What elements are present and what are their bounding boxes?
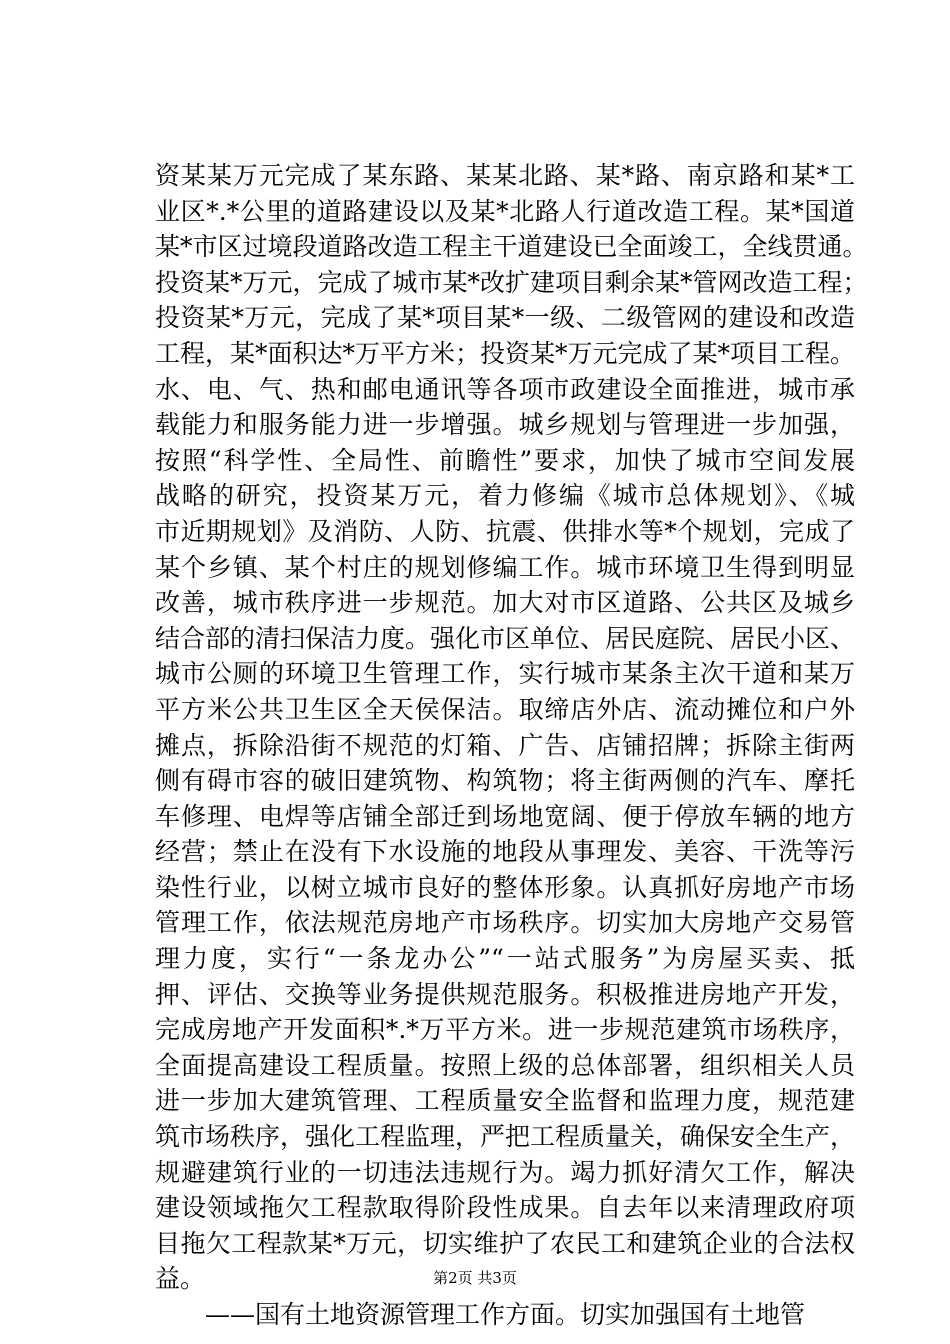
text-line: 全面提高建设工程质量。按照上级的总体部署，组织相关人员: [155, 1050, 855, 1080]
text-line: 筑市场秩序，强化工程监理，严把工程质量关，确保安全生产，: [155, 1122, 856, 1152]
text-line: 载能力和服务能力进一步增强。城乡规划与管理进一步加强，: [155, 410, 855, 440]
text-line: 资某某万元完成了某东路、某某北路、某*路、南京路和某*工: [155, 161, 855, 190]
text-line: 押、评估、交换等业务提供规范服务。积极推进房地产开发，: [155, 979, 855, 1009]
text-line: 侧有碍市容的破旧建筑物、构筑物；将主街两侧的汽车、摩托: [155, 766, 855, 796]
text-line: 某*市区过境段道路改造工程主干道建设已全面竣工，全线贯通。: [155, 232, 868, 262]
text-line: 水、电、气、热和邮电通讯等各项市政建设全面推进，城市承: [155, 374, 855, 404]
text-line: 理力度，实行“一条龙办公”“一站式服务”为房屋买卖、抵: [155, 944, 855, 974]
text-line: 某个乡镇、某个村庄的规划修编工作。城市环境卫生得到明显: [155, 552, 855, 582]
text-line: 管理工作，依法规范房地产市场秩序。切实加大房地产交易管: [155, 908, 855, 938]
text-line: 战略的研究，投资某万元，着力修编《城市总体规划》、《城: [155, 481, 855, 511]
text-line: 平方米公共卫生区全天侯保洁。取缔店外店、流动摊位和户外: [155, 694, 855, 724]
text-line: 规避建筑行业的一切违法违规行为。竭力抓好清欠工作，解决: [155, 1157, 855, 1187]
page-footer: [0, 1268, 950, 1288]
text-line: 投资某*万元，完成了某*项目某*一级、二级管网的建设和改造: [155, 303, 855, 333]
text-line: 建设领域拖欠工程款取得阶段性成果。自去年以来清理政府项: [155, 1193, 855, 1223]
text-line: 城市公厕的环境卫生管理工作，实行城市某条主次干道和某万: [155, 659, 855, 689]
text-line: 结合部的清扫保洁力度。强化市区单位、居民庭院、居民小区、: [155, 623, 856, 653]
text-line: 车修理、电焊等店铺全部迁到场地宽阔、便于停放车辆的地方: [155, 801, 855, 831]
text-line: 改善，城市秩序进一步规范。加大对市区道路、公共区及城乡: [155, 588, 855, 618]
text-line: 工程，某*面积达*万平方米；投资某*万元完成了某*项目工程。: [155, 338, 856, 368]
text-line: 进一步加大建筑管理、工程质量安全监督和监理力度，规范建: [155, 1086, 855, 1116]
text-line: 投资某*万元，完成了城市某*改扩建项目剩余某*管网改造工程；: [155, 267, 868, 297]
text-line: 摊点，拆除沿街不规范的灯箱、广告、店铺招牌；拆除主街两: [155, 730, 855, 760]
text-line: 业区*.*公里的道路建设以及某*北路人行道改造工程。某*国道: [155, 196, 855, 226]
text-line: 市近期规划》及消防、人防、抗震、供排水等*个规划，完成了: [155, 516, 855, 546]
body-text: [155, 158, 868, 1333]
text-line: 经营；禁止在没有下水设施的地段从事理发、美容、干洗等污: [155, 837, 855, 867]
text-line: 按照“科学性、全局性、前瞻性”要求，加快了城市空间发展: [155, 445, 855, 475]
text-line: 完成房地产开发面积*.*万平方米。进一步规范建筑市场秩序，: [155, 1015, 855, 1045]
text-line: 益。: [155, 1264, 206, 1294]
section-heading-line: ——国有土地资源管理工作方面。切实加强国有土地管: [205, 1300, 806, 1329]
text-line: 染性行业，以树立城市良好的整体形象。认真抓好房地产市场: [155, 872, 855, 902]
text-line: 目拖欠工程款某*万元，切实维护了农民工和建筑企业的合法权: [155, 1228, 855, 1258]
page-number-label: 第2页 共3页: [433, 1269, 517, 1287]
